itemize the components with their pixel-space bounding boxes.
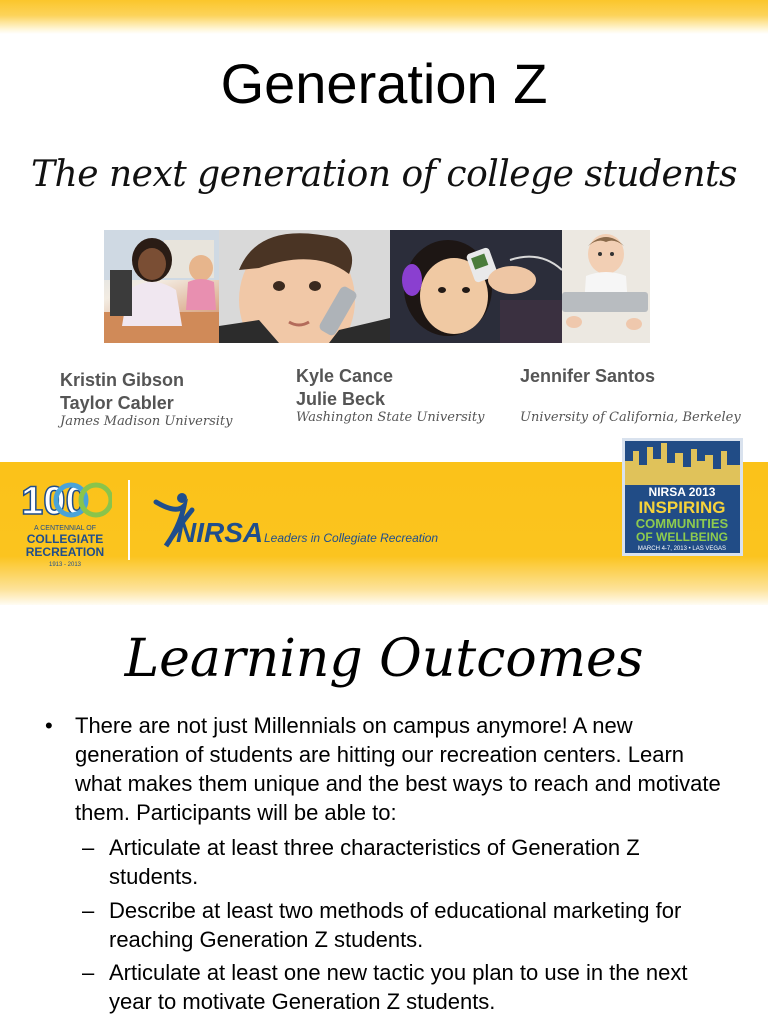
outcome-text: Describe at least two methods of educational marketing for reaching Generation Z students. xyxy=(109,898,682,952)
university-name: Washington State University xyxy=(296,410,485,425)
conference-dates: MARCH 4-7, 2013 • LAS VEGAS xyxy=(637,546,727,552)
centennial-number: 100 xyxy=(21,479,88,523)
presenter-group-wsu xyxy=(296,365,393,411)
university-name: University of California, Berkeley xyxy=(520,410,741,425)
photo-baby-with-laptop xyxy=(562,230,650,343)
conference-logo xyxy=(622,438,743,556)
outcome-text: Articulate at least one new tactic you plan to use in the next year to motivate Generation Z students. xyxy=(109,960,688,1014)
presenter-group-berkeley xyxy=(520,365,655,388)
slide-subtitle: The next generation of college students xyxy=(31,154,737,195)
conference-line4: OF WELLBEING xyxy=(636,530,728,544)
top-gradient-band xyxy=(0,0,768,34)
presenter-name: Taylor Cabler xyxy=(60,393,174,413)
learning-outcomes-heading: Learning Outcomes xyxy=(124,629,644,689)
dash-bullet-icon: – xyxy=(82,835,95,860)
photo-girl-at-computer xyxy=(104,230,219,343)
photo-girl-with-music-player xyxy=(390,230,562,343)
dash-bullet-icon: – xyxy=(82,960,95,985)
photo-boy-on-phone xyxy=(219,230,390,343)
slide-learning-outcomes xyxy=(0,605,768,1024)
presenter-name: Kyle Cance xyxy=(296,366,394,386)
slide-title-heading: Generation Z xyxy=(220,52,548,115)
nirsa-wordmark: NIRSA xyxy=(176,517,264,548)
centennial-line2: COLLEGIATE xyxy=(26,532,104,546)
centennial-logo xyxy=(18,476,112,572)
nirsa-tagline: Leaders in Collegiate Recreation xyxy=(264,531,439,545)
university-name: James Madison University xyxy=(60,414,233,429)
dash-bullet-icon: – xyxy=(82,898,95,923)
presenter-name: Jennifer Santos xyxy=(520,366,656,386)
nirsa-logo xyxy=(146,490,446,550)
conference-line3: COMMUNITIES xyxy=(635,516,729,531)
logo-divider xyxy=(128,480,130,560)
conference-line2: INSPIRING xyxy=(638,498,726,517)
outcome-text: Articulate at least three characteristics of Generation Z students. xyxy=(109,835,640,889)
bullet-dot-icon: • xyxy=(45,713,53,738)
presenter-name: Julie Beck xyxy=(296,389,386,409)
centennial-line3: RECREATION xyxy=(25,545,105,559)
centennial-years: 1913 - 2013 xyxy=(48,562,82,568)
centennial-line1: A CENTENNIAL OF xyxy=(34,525,96,532)
presenter-group-jmu xyxy=(60,369,184,415)
conference-line1: NIRSA 2013 xyxy=(648,485,716,499)
main-bullet-text: There are not just Millennials on campus anymore! A new generation of students are hitting our recreation centers. Learn what makes them unique and the best ways to reach and motivate them. Participants will be able to: xyxy=(75,713,721,825)
presenter-name: Kristin Gibson xyxy=(60,370,185,390)
